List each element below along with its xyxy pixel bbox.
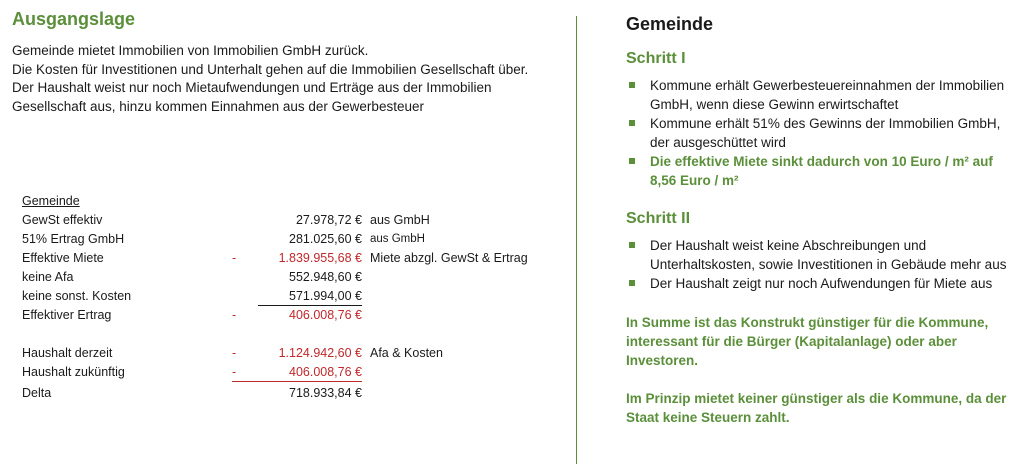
bullet-square-icon	[629, 120, 635, 126]
bullet-text: Kommune erhält Gewerbesteuereinnahmen der Immobilien GmbH, wenn diese Gewinn erwirtschaftet	[650, 78, 1005, 112]
row-value: 571.994,00 €	[289, 289, 362, 303]
panel-title: Gemeinde	[626, 14, 714, 34]
step1-list	[626, 76, 1016, 190]
row-minus-sign: -	[232, 251, 237, 265]
row-value: 1.124.942,60 €	[278, 346, 362, 360]
bullet-square-icon	[629, 82, 635, 88]
step-title: Schritt II	[626, 210, 691, 227]
row-label: keine Afa	[22, 270, 74, 284]
bullet-square-icon	[629, 280, 635, 286]
row-label: GewSt effektiv	[22, 213, 103, 227]
row-note: aus GmbH	[370, 213, 430, 227]
row-value: 281.025,60 €	[289, 232, 362, 246]
row-note: aus GmbH	[370, 233, 425, 245]
list-item	[626, 152, 1016, 190]
row-label: Effektiver Ertrag	[22, 308, 112, 322]
row-value: 406.008,76 €	[289, 308, 362, 322]
bullet-text: Kommune erhält 51% des Gewinns der Immobilien GmbH, der ausgeschüttet wird	[650, 116, 1001, 150]
row-label: keine sonst. Kosten	[22, 289, 132, 303]
bullet-text: Der Haushalt weist keine Abschreibungen und Unterhaltskosten, sowie Investitionen in Gebäude mehr aus	[650, 238, 1007, 272]
list-item	[626, 274, 1016, 293]
row-value: 27.978,72 €	[295, 213, 362, 227]
row-value: 552.948,60 €	[289, 270, 362, 284]
bullet-square-icon	[629, 242, 635, 248]
list-item	[626, 114, 1016, 152]
step-title: Schritt I	[626, 50, 686, 67]
row-note: Afa & Kosten	[370, 346, 443, 360]
row-value: 1.839.955,68 €	[278, 251, 362, 265]
row-value: 406.008,76 €	[289, 365, 362, 379]
intro-line: Der Haushalt weist nur noch Mietaufwendungen und Erträge aus der Immobilien Gesellschaft aus, hinzu kommen Einnahmen aus der Gewerbesteuer	[12, 80, 492, 114]
bullet-text: Die effektive Miete sinkt dadurch von 10 Euro / m² auf 8,56 Euro / m²	[650, 154, 993, 188]
bullet-square-icon	[629, 158, 635, 164]
row-label: Haushalt derzeit	[22, 346, 113, 360]
section-title: Ausgangslage	[12, 9, 136, 29]
conclusion-text: Im Prinzip mietet keiner günstiger als die Kommune, da der Staat keine Steuern zahlt.	[626, 391, 1007, 425]
summary-text: In Summe ist das Konstrukt günstiger für die Kommune, interessant für die Bürger (Kapitalanlage) oder aber Investoren.	[626, 315, 989, 368]
intro-text	[12, 42, 562, 116]
intro-line: Gemeinde mietet Immobilien von Immobilien GmbH zurück.	[12, 43, 369, 58]
list-item	[626, 236, 1016, 274]
table-header: Gemeinde	[22, 194, 80, 208]
row-minus-sign: -	[232, 308, 237, 322]
row-minus-sign: -	[232, 346, 237, 360]
bullet-text: Der Haushalt zeigt nur noch Aufwendungen für Miete aus	[650, 276, 993, 291]
sum-underline	[232, 381, 362, 382]
row-label: Delta	[22, 386, 52, 400]
column-divider	[576, 16, 577, 464]
step2-list	[626, 236, 1016, 293]
row-minus-sign: -	[232, 365, 237, 379]
row-label: Effektive Miete	[22, 251, 104, 265]
row-label: 51% Ertrag GmbH	[22, 232, 125, 246]
row-label: Haushalt zukünftig	[22, 365, 125, 379]
row-value: 718.933,84 €	[289, 386, 362, 400]
list-item	[626, 76, 1016, 114]
left-panel	[12, 8, 562, 116]
right-panel	[626, 12, 1016, 427]
row-note: Miete abzgl. GewSt & Ertrag	[370, 251, 528, 265]
intro-line: Die Kosten für Investitionen und Unterhalt gehen auf die Immobilien Gesellschaft über.	[12, 61, 529, 77]
